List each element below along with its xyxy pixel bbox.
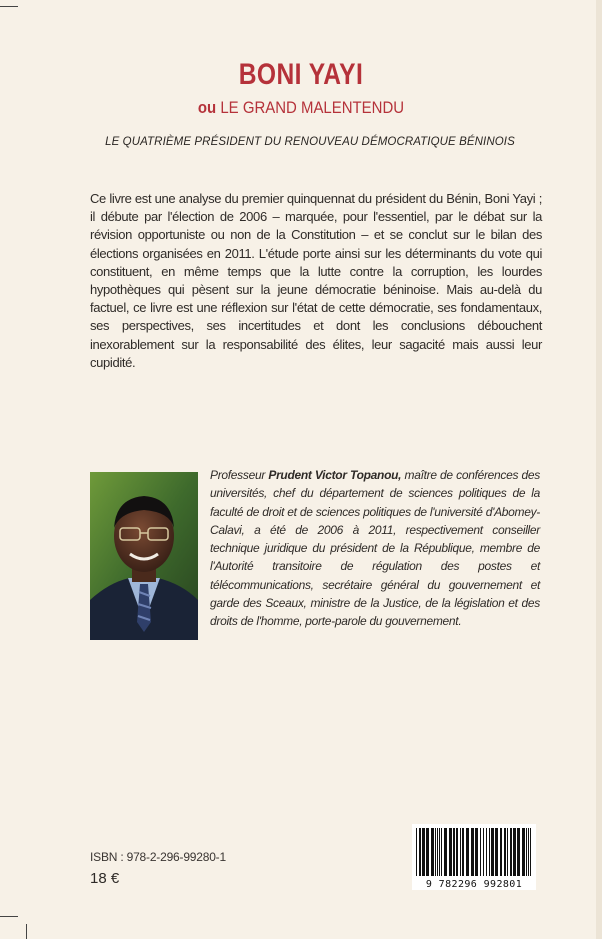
crop-mark-top — [0, 6, 18, 7]
subtitle-rest: LE GRAND MALENTENDU — [216, 98, 405, 117]
book-title: BONI YAYI — [238, 58, 364, 91]
author-bio-text: maître de conférences des universités, chef du département de sciences politiques de la faculté de droit et de sciences politiques de l'université d'Abomey-Calavi, a été de 2006 à 2011, respectivement conseiller technique juridique du président de la République, membre de l'Autorité transitoire de régulation des postes et télécommunications, secrétaire général du gouvernement et garde des Sceaux, ministre de la Justice, de la législation et des droits de l'homme, porte-parole du gouvernement. — [210, 468, 540, 629]
book-tagline: LE QUATRIÈME PRÉSIDENT DU RENOUVEAU DÉMOCRATIQUE BÉNINOIS — [105, 136, 515, 148]
barcode-bars — [412, 826, 536, 878]
barcode-digits: 9 782296 992801 — [412, 879, 536, 890]
barcode — [412, 824, 536, 890]
author-prefix: Professeur — [210, 468, 269, 482]
subtitle-ou: ou — [197, 98, 217, 117]
author-photo — [90, 472, 198, 640]
book-subtitle — [36, 98, 566, 118]
cover-edge — [596, 0, 602, 939]
author-bio — [210, 466, 540, 631]
author-name: Prudent Victor Topanou, — [268, 468, 402, 482]
crop-mark-bottom — [0, 916, 18, 917]
price: 18 € — [90, 870, 120, 887]
book-summary: Ce livre est une analyse du premier quinquennat du président du Bénin, Boni Yayi ; il débute par l'élection de 2006 – marquée, pour l'essentiel, par le débat sur la révision opportuniste ou non de la Constitution – et se conclut sur le bilan des élections organisées en 2011. L'étude porte ainsi sur les déterminants du vote qui constituent, en même temps que la lutte contre la corruption, les lourdes hypothèques qui pèsent sur la jeune démocratie béninoise. Mais au-delà du factuel, ce livre est une réflexion sur l'état de cette démocratie, ses fondamentaux, ses perspectives, ses incertitudes et dont les conclusions débouchent inexorablement sur la responsabilité des élites, leur sagacité mais aussi leur cupidité. — [90, 191, 542, 370]
crop-mark-bottom-vertical — [26, 924, 27, 939]
isbn: ISBN : 978-2-296-99280-1 — [90, 850, 226, 864]
